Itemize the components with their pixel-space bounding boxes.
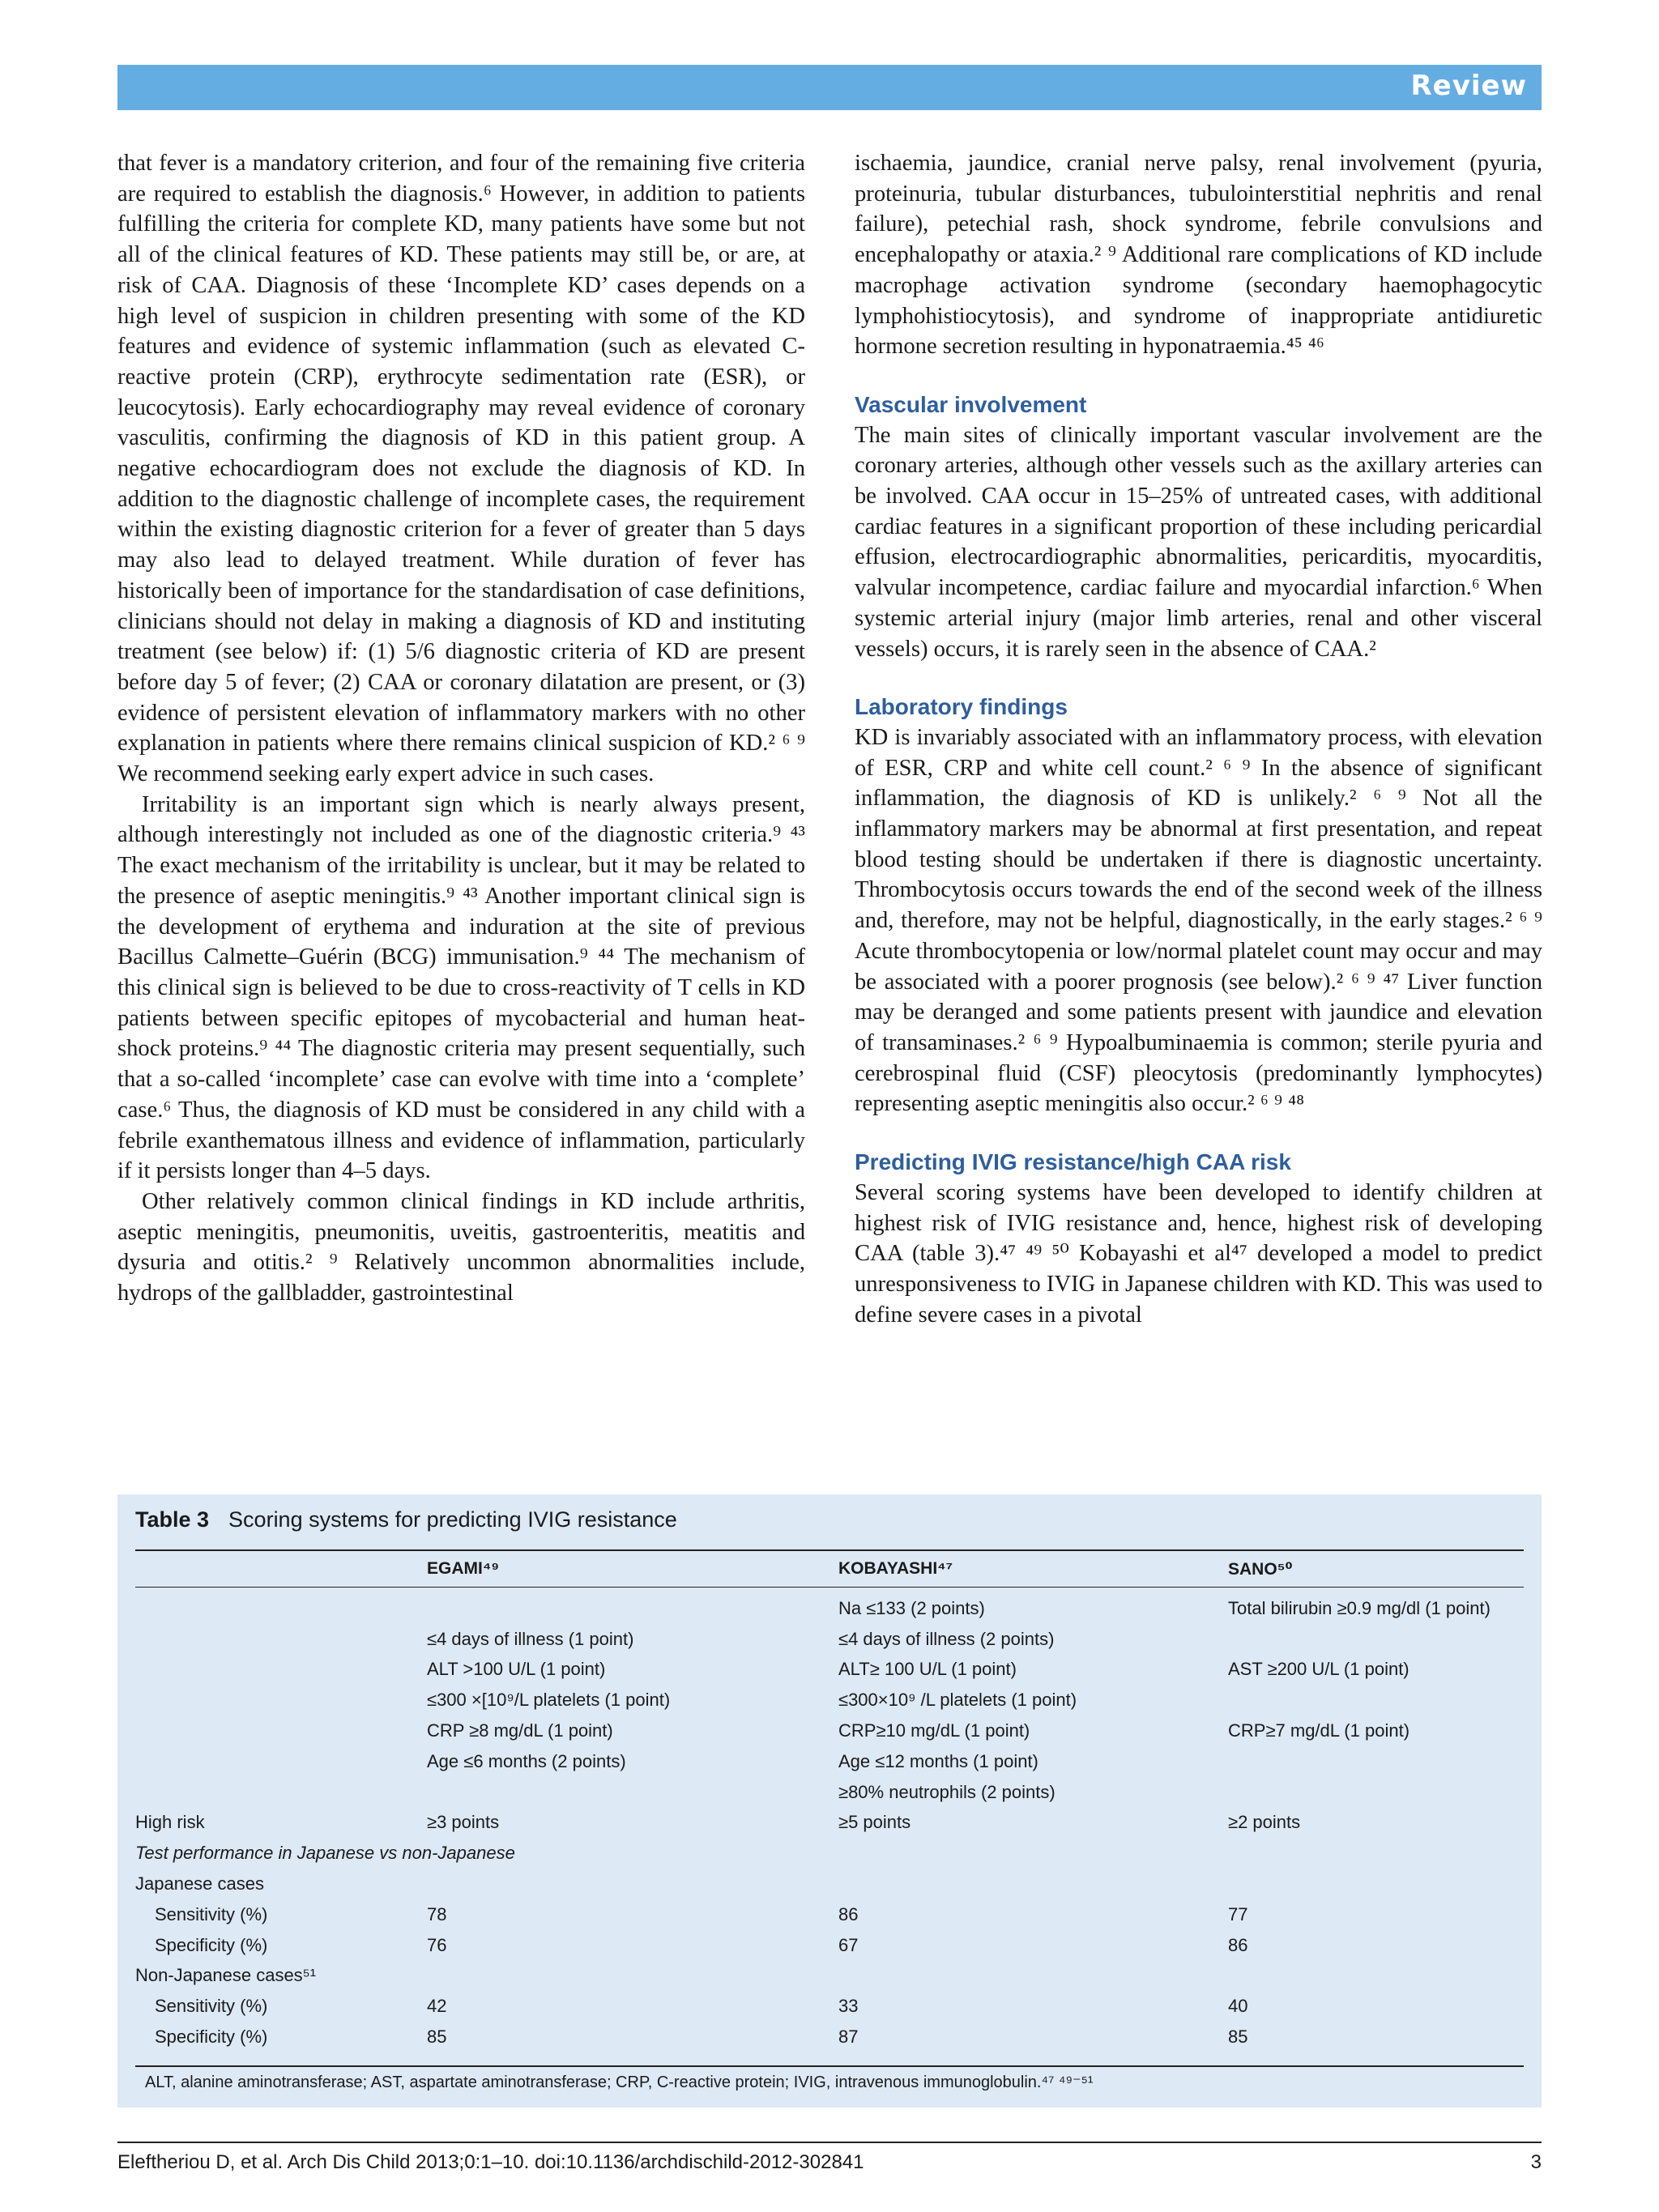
table-header-row [135,1551,1524,1587]
table-3 [117,1494,1542,2108]
section-banner [117,65,1542,110]
table-row: Specificity (%) 85 87 85 [155,2027,1248,2048]
body-paragraph: Other relatively common clinical findings in KD include arthritis, aseptic meningitis, pneumonitis, uveitis, gastroenteritis, meatitis and dysuria and otitis.² ⁹ Relatively uncommon abnormalities include, hydrops of the gallbladder, gastrointestinal [117,1188,805,1306]
body-paragraph: Irritability is an important sign which is nearly always present, although interestingly not included as one of the diagnostic criteria.⁹ ⁴³ The exact mechanism of the irritability is unclear, but it may be related to the presence of aseptic meningitis.⁹ ⁴³ Another important clinical sign is the development of erythema and induration at the site of previous Bacillus Calmette–Guérin (BCG) immunisation.⁹ ⁴⁴ The mechanism of this clinical sign is believed to be due to cross-reactivity of T cells in KD patients between specific epitopes of mycobacterial and human heat-shock proteins.⁹ ⁴⁴ The diagnostic criteria may present sequentially, such that a so-called ‘incomplete’ case can evolve with time into a ‘complete’ case.⁶ Thus, the diagnosis of KD must be considered in any child with a febrile exanthematous illness and evidence of inflammation, particularly if it persists longer than 4–5 days. [117,791,805,1184]
section-heading-predicting: Predicting IVIG resistance/high CAA risk [855,1149,1291,1175]
table-row: ≤4 days of illness (1 point) ≤4 days of illness (2 points) [427,1628,1055,1649]
header-cell-egami: EGAMI⁴⁹ [427,1559,500,1578]
scoring-table [135,1551,1524,2052]
right-column [855,148,1542,1330]
table-row: Na ≤133 (2 points) Total bilirubin ≥0.9 mg/dl (1 point) [838,1597,1491,1618]
body-paragraph: Several scoring systems have been developed to identify children at highest risk of IVIG resistance and, hence, highest risk of developing CAA (table 3).⁴⁷ ⁴⁹ ⁵⁰ Kobayashi et al⁴⁷ developed a model to predict unresponsiveness to IVIG in Japanese children with KD. This was used to define severe cases in a pivotal [855,1179,1542,1328]
left-column [117,148,805,1309]
table-row: CRP ≥8 mg/dL (1 point) CRP≥10 mg/dL (1 point) CRP≥7 mg/dL (1 point) [427,1720,1410,1741]
header-cell-kobayashi: KOBAYASHI⁴⁷ [838,1559,953,1578]
section-heading-vascular: Vascular involvement [855,391,1087,417]
table-row: ≥80% neutrophils (2 points) [838,1781,1056,1802]
footer-rule [117,2142,1542,2143]
table-row-non-japanese: Non-Japanese cases⁵¹ [135,1965,317,1986]
table-footnote: ALT, alanine aminotransferase; AST, aspartate aminotransferase; CRP, C-reactive protein; IVIG, intravenous immunoglobulin.⁴⁷ ⁴⁹⁻⁵¹ [145,2073,1094,2091]
body-paragraph: The main sites of clinically important vascular involvement are the coronary arteries, although other vessels such as the axillary arteries can be involved. CAA occur in 15–25% of untreated cases, with additional cardiac features in a significant proportion of these including pericardial effusion, electrocardiographic abnormalities, pericarditis, myocarditis, valvular incompetence, cardiac failure and myocardial infarction.⁶ When systemic arterial injury (major limb arteries, renal and other visceral vessels) occurs, it is rarely seen in the absence of CAA.² [855,422,1542,662]
table-row: Sensitivity (%) 42 33 40 [155,1996,1248,2017]
table-row: ALT >100 U/L (1 point) ALT≥ 100 U/L (1 point) AST ≥200 U/L (1 point) [427,1659,1410,1680]
body-paragraph: KD is invariably associated with an inflammatory process, with elevation of ESR, CRP and white cell count.² ⁶ ⁹ In the absence of significant inflammation, the diagnosis of KD is unlikely.² ⁶ ⁹ Not all the inflammatory markers may be abnormal at first presentation, and repeat blood testing should be undertaken if there is diagnostic uncertainty. Thrombocytosis occurs towards the end of the second week of the illness and, therefore, may not be helpful, diagnostically, in the early stages.² ⁶ ⁹ Acute thrombocytopenia or low/normal platelet count may occur and may be associated with a poorer prognosis (see below).² ⁶ ⁹ ⁴⁷ Liver function may be deranged and some patients present with jaundice and elevation of transaminases.² ⁶ ⁹ Hypoalbuminaemia is common; sterile pyuria and cerebrospinal fluid (CSF) pleocytosis (predominantly lymphocytes) representing aseptic meningitis also occur.² ⁶ ⁹ ⁴⁸ [855,724,1542,1117]
page-number: 3 [1530,2151,1542,2173]
table-caption: Scoring systems for predicting IVIG resistance [228,1507,677,1532]
section-heading-laboratory: Laboratory findings [855,694,1068,720]
section-label: Review [1410,70,1527,102]
table-title [135,1507,677,1532]
body-paragraph: ischaemia, jaundice, cranial nerve palsy, renal involvement (pyuria, proteinuria, tubular disturbances, tubulointerstitial nephritis and renal failure), petechial rash, shock syndrome, febrile convulsions and encephalopathy or ataxia.² ⁹ Additional rare complications of KD include macrophage activation syndrome (secondary haemophagocytic lymphohistiocytosis), and syndrome of inappropriate antidiuretic hormone secretion resulting in hyponatraemia.⁴⁵ ⁴⁶ [855,151,1542,360]
table-bottom-rule [135,2065,1524,2067]
body-paragraph: that fever is a mandatory criterion, and four of the remaining five criteria are required to establish the diagnosis.⁶ However, in addition to patients fulfilling the criteria for complete KD, many patients have some but not all of the clinical features of KD. These patients may still be, or are, at risk of CAA. Diagnosis of these ‘Incomplete KD’ cases depends on a high level of suspicion in children presenting with some of the KD features and evidence of systemic inflammation (such as elevated C-reactive protein (CRP), erythrocyte sedimentation rate (ESR), or leucocytosis). Early echocardiography may reveal evidence of coronary vasculitis, confirming the diagnosis of KD in this patient group. A negative echocardiogram does not exclude the diagnosis of KD. In addition to the diagnostic challenge of incomplete cases, the requirement within the existing diagnostic criterion for a fever of greater than 5 days may also lead to delayed treatment. While duration of fever has historically been of importance for the standardisation of case definitions, clinicians should not delay in making a diagnosis of KD and instituting treatment (see below) if: (1) 5/6 diagnostic criteria of KD are present before day 5 of fever; (2) CAA or coronary dilatation are present, or (3) evidence of persistent elevation of inflammatory markers with no other explanation in patients where there remains clinical suspicion of KD.² ⁶ ⁹ We recommend seeking early expert advice in such cases. [117,151,805,787]
table-row-japanese: Japanese cases [135,1873,264,1894]
table-row: Sensitivity (%) 78 86 77 [155,1903,1248,1924]
footer-citation: Eleftheriou D, et al. Arch Dis Child 2013;0:1–10. doi:10.1136/archdischild-2012-302841 [117,2151,864,2173]
header-cell [135,1551,427,1587]
table-row: Age ≤6 months (2 points) Age ≤12 months (1 point) [427,1750,1038,1771]
table-row-high-risk: High risk ≥3 points ≥5 points ≥2 points [135,1812,1301,1833]
header-cell-sano: SANO⁵⁰ [1228,1559,1293,1579]
table-label: Table 3 [135,1507,210,1532]
table-row-subheading: Test performance in Japanese vs non-Japanese [135,1843,515,1864]
table-row: ≤300 ×[10⁹/L platelets (1 point) ≤300×10⁹ /L platelets (1 point) [427,1690,1077,1711]
table-row: Specificity (%) 76 67 86 [155,1934,1248,1955]
